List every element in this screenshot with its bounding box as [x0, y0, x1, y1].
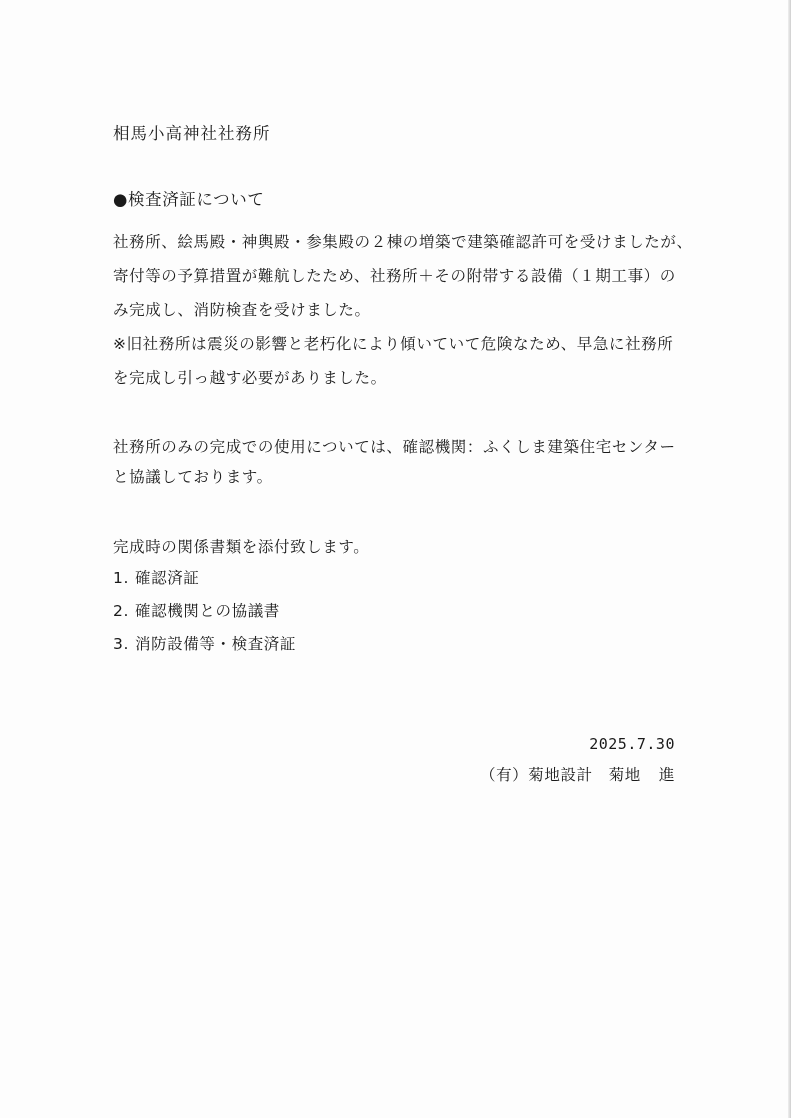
attachment-text: 消防設備等・検査済証 [135, 635, 297, 653]
section-heading: ●検査済証について [113, 190, 265, 209]
sender-surname: 菊地 [608, 766, 641, 784]
attachment-text: 確認機関との協議書 [135, 602, 280, 620]
sender-signature [480, 763, 675, 785]
paragraph-line: 寄付等の予算措置が難航したため、社務所＋その附帯する設備（１期工事）の [113, 267, 676, 285]
document-date: 2025.7.30 [589, 735, 675, 753]
sender-company-type: （有） [479, 766, 529, 784]
paragraph-line: を完成し引っ越す必要がありました。 [113, 369, 387, 387]
attachment-item [113, 601, 280, 621]
attachment-item [113, 568, 199, 588]
attachment-number: 1. [113, 569, 129, 587]
attachment-number: 3. [113, 635, 129, 653]
paragraph-line: 社務所、絵馬殿・神輿殿・参集殿の２棟の増築で建築確認許可を受けましたが、 [113, 233, 693, 251]
paragraph-line: み完成し、消防検査を受けました。 [113, 301, 371, 319]
attachment-intro: 完成時の関係書類を添付致します。 [113, 538, 370, 556]
attachment-text: 確認済証 [135, 569, 200, 587]
consultation-line: 社務所のみの完成での使用については、確認機関：ふくしま建築住宅センター [113, 438, 676, 456]
consultation-line: と協議しております。 [113, 468, 273, 486]
attachment-number: 2. [113, 602, 129, 620]
sender-company: 菊地設計 [528, 766, 593, 784]
attachment-item [113, 634, 296, 654]
sender-given-name: 進 [658, 766, 675, 784]
addressee: 相馬小高神社社務所 [113, 124, 271, 143]
paragraph-line: ※旧社務所は震災の影響と老朽化により傾いていて危険なため、早急に社務所 [113, 335, 674, 353]
